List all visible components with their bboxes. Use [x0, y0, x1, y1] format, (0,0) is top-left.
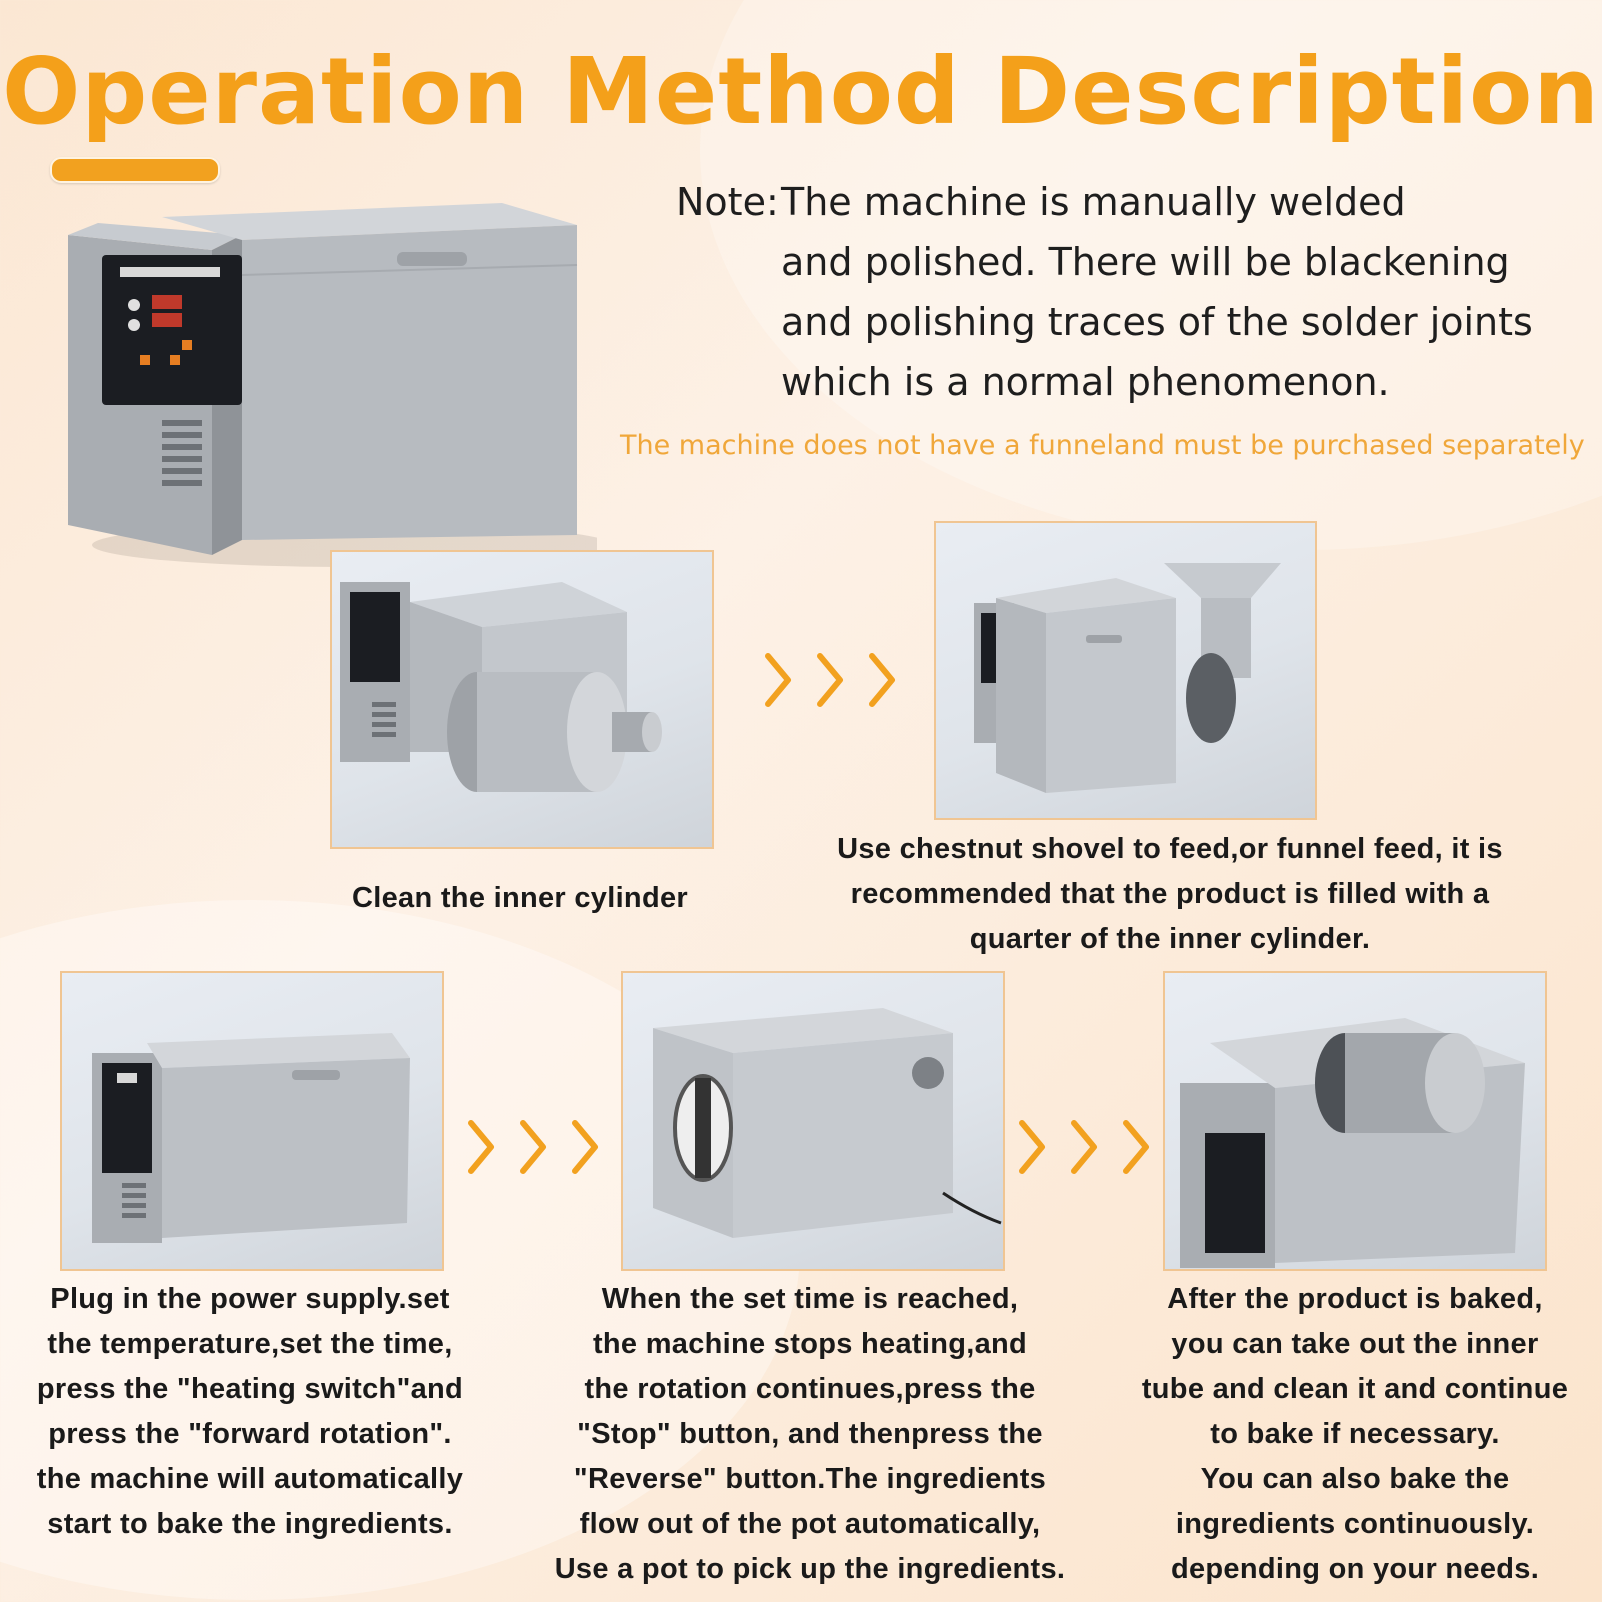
- chevron-right-icon: [760, 650, 910, 710]
- caption-line: quarter of the inner cylinder.: [969, 923, 1371, 955]
- caption-line: depending on your needs.: [1170, 1553, 1540, 1585]
- caption-line: When the set time is reached,: [601, 1283, 1019, 1315]
- note-line: and polishing traces of the solder joints: [781, 300, 1533, 344]
- caption-line: the rotation continues,press the: [584, 1373, 1036, 1405]
- caption-line: flow out of the pot automatically,: [579, 1508, 1041, 1540]
- page-title: Operation Method Description: [2, 38, 1600, 145]
- caption-line: After the product is baked,: [1167, 1283, 1543, 1315]
- step-4-photo: [621, 971, 1005, 1271]
- step-4-caption: [520, 1277, 1100, 1592]
- caption-line: Use chestnut shovel to feed,or funnel feed, it is: [837, 833, 1503, 865]
- title-accent-bar: [50, 157, 220, 183]
- step-1-caption: [300, 876, 740, 921]
- caption-line: Clean the inner cylinder: [352, 882, 688, 914]
- caption-line: the machine will automatically: [36, 1463, 464, 1495]
- step-3-photo: [60, 971, 444, 1271]
- caption-line: recommended that the product is filled with a: [850, 878, 1490, 910]
- caption-line: "Reverse" button.The ingredients: [573, 1463, 1047, 1495]
- step-5-photo: [1163, 971, 1547, 1271]
- caption-line: ingredients continuously.: [1175, 1508, 1535, 1540]
- step-5-caption: [1110, 1277, 1600, 1592]
- note-line: which is a normal phenomenon.: [781, 360, 1390, 404]
- caption-line: the temperature,set the time,: [47, 1328, 453, 1360]
- caption-line: press the "heating switch"and: [36, 1373, 464, 1405]
- caption-line: you can take out the inner: [1171, 1328, 1539, 1360]
- caption-line: Use a pot to pick up the ingredients.: [554, 1553, 1066, 1585]
- caption-line: start to bake the ingredients.: [47, 1508, 453, 1540]
- caption-line: Plug in the power supply.set: [50, 1283, 450, 1315]
- step-2-caption: [780, 827, 1560, 962]
- chevron-right-icon: [463, 1117, 613, 1177]
- caption-line: to bake if necessary.: [1210, 1418, 1500, 1450]
- note-label: Note:: [676, 180, 779, 224]
- caption-line: the machine stops heating,and: [592, 1328, 1028, 1360]
- caption-line: press the "forward rotation".: [48, 1418, 452, 1450]
- caption-line: tube and clean it and continue: [1141, 1373, 1569, 1405]
- machine-hero-image: [62, 195, 597, 575]
- step-3-caption: [0, 1277, 500, 1547]
- note-line: and polished. There will be blackening: [781, 240, 1510, 284]
- step-1-photo: [330, 550, 714, 849]
- note-line: The machine is manually welded: [781, 180, 1406, 224]
- caption-line: You can also bake the: [1200, 1463, 1510, 1495]
- caption-line: "Stop" button, and thenpress the: [577, 1418, 1043, 1450]
- funnel-warning: The machine does not have a funneland must be purchased separately: [620, 430, 1585, 461]
- step-2-photo: [934, 521, 1317, 820]
- chevron-right-icon: [1014, 1117, 1164, 1177]
